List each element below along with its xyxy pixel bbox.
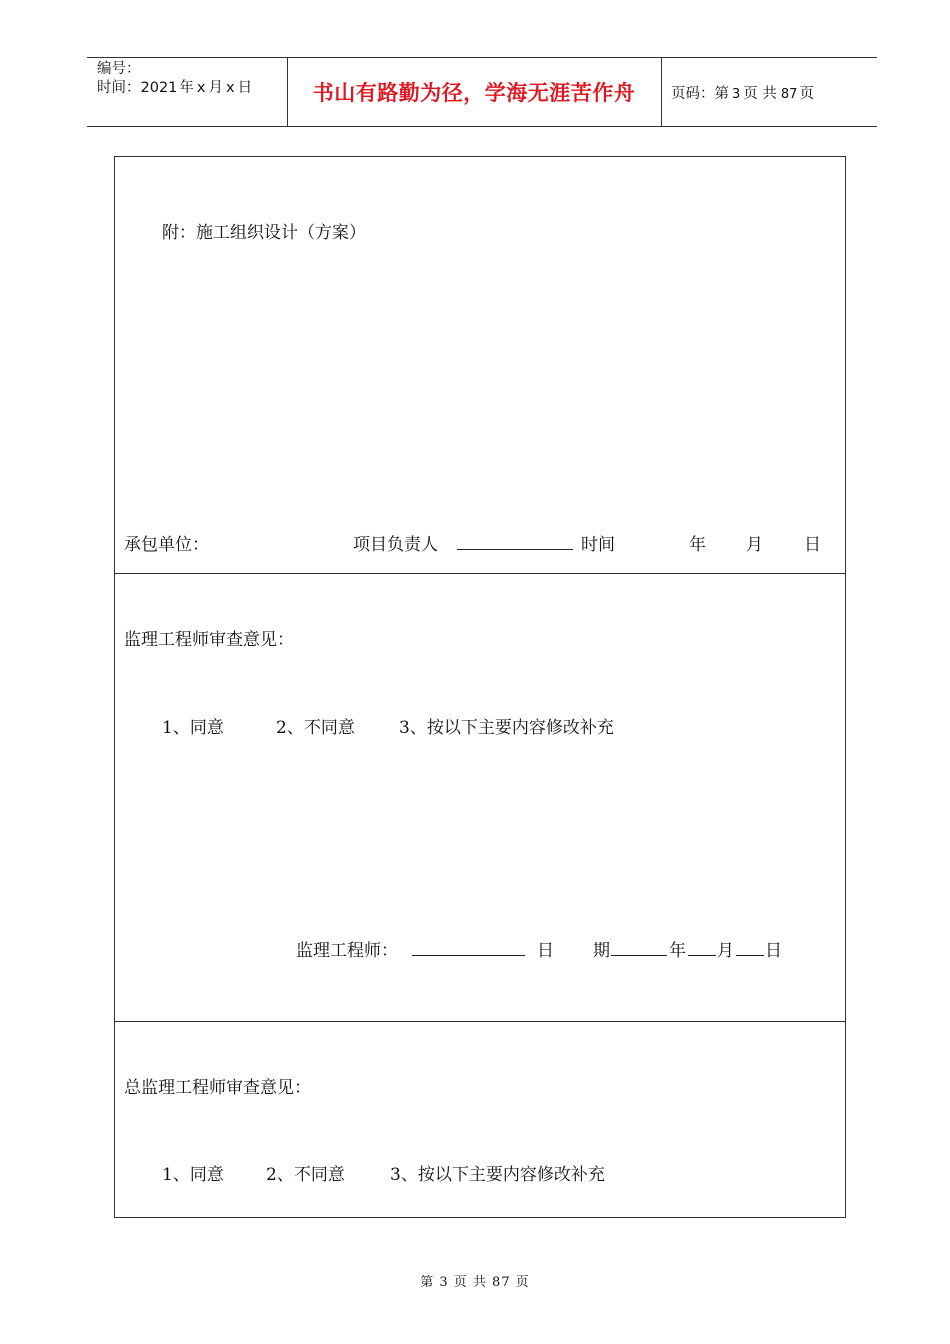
- contractor-label: 承包单位：: [124, 535, 209, 555]
- header-page-number: [671, 82, 814, 103]
- engineer-review-title: 监理工程师审查意见：: [124, 630, 294, 650]
- time-yue: 月: [208, 80, 223, 96]
- year-label: 年: [669, 941, 686, 961]
- option-revise[interactable]: 3、按以下主要内容修改补充: [399, 718, 614, 738]
- time-nian: 年: [179, 80, 194, 96]
- year-label: 年: [689, 535, 706, 555]
- header-divider: [661, 58, 662, 126]
- page-label: 页码：第: [671, 86, 729, 102]
- header-motto: 书山有路勤为径，学海无涯苦作舟: [312, 81, 636, 105]
- day-label: 日: [765, 941, 782, 961]
- time-label: 时间: [581, 535, 615, 555]
- option-revise[interactable]: 3、按以下主要内容修改补充: [390, 1165, 605, 1185]
- chief-engineer-review-title: 总监理工程师审查意见：: [124, 1078, 311, 1098]
- attachment-label: 附：施工组织设计（方案）: [162, 223, 366, 243]
- time-ri: 日: [237, 80, 253, 96]
- engineer-label: 监理工程师：: [296, 941, 398, 961]
- manager-signature-field[interactable]: [457, 532, 573, 550]
- time-year: 2021: [140, 80, 178, 96]
- date-qi-label: 期: [593, 941, 610, 961]
- month-label: 月: [746, 535, 763, 555]
- day-label: 日: [804, 535, 821, 555]
- page-header: [87, 57, 877, 127]
- date-ri-label: 日: [537, 941, 554, 961]
- time-line: [97, 79, 252, 98]
- section-divider: [115, 1021, 845, 1022]
- page-end: 页: [799, 86, 814, 102]
- option-agree[interactable]: 1、同意: [162, 1165, 224, 1185]
- year-field[interactable]: [611, 938, 667, 956]
- day-field[interactable]: [736, 938, 764, 956]
- header-meta: [97, 60, 252, 98]
- page-total: 87: [780, 87, 798, 102]
- option-disagree[interactable]: 2、不同意: [276, 718, 355, 738]
- time-label: 时间：: [97, 80, 141, 96]
- engineer-signature-field[interactable]: [412, 938, 525, 956]
- manager-label: 项目负责人: [353, 535, 438, 555]
- month-label: 月: [717, 941, 734, 961]
- page-footer: 第 3 页 共 87 页: [420, 1275, 530, 1290]
- month-field[interactable]: [688, 938, 716, 956]
- time-day-x: x: [226, 80, 235, 96]
- page-mid: 页 共: [743, 86, 777, 102]
- option-disagree[interactable]: 2、不同意: [266, 1165, 345, 1185]
- approval-form: [114, 156, 846, 1218]
- number-label: 编号：: [97, 61, 141, 77]
- page-current: 3: [732, 87, 741, 102]
- section-divider: [115, 573, 845, 574]
- time-month-x: x: [196, 80, 206, 96]
- option-agree[interactable]: 1、同意: [162, 718, 224, 738]
